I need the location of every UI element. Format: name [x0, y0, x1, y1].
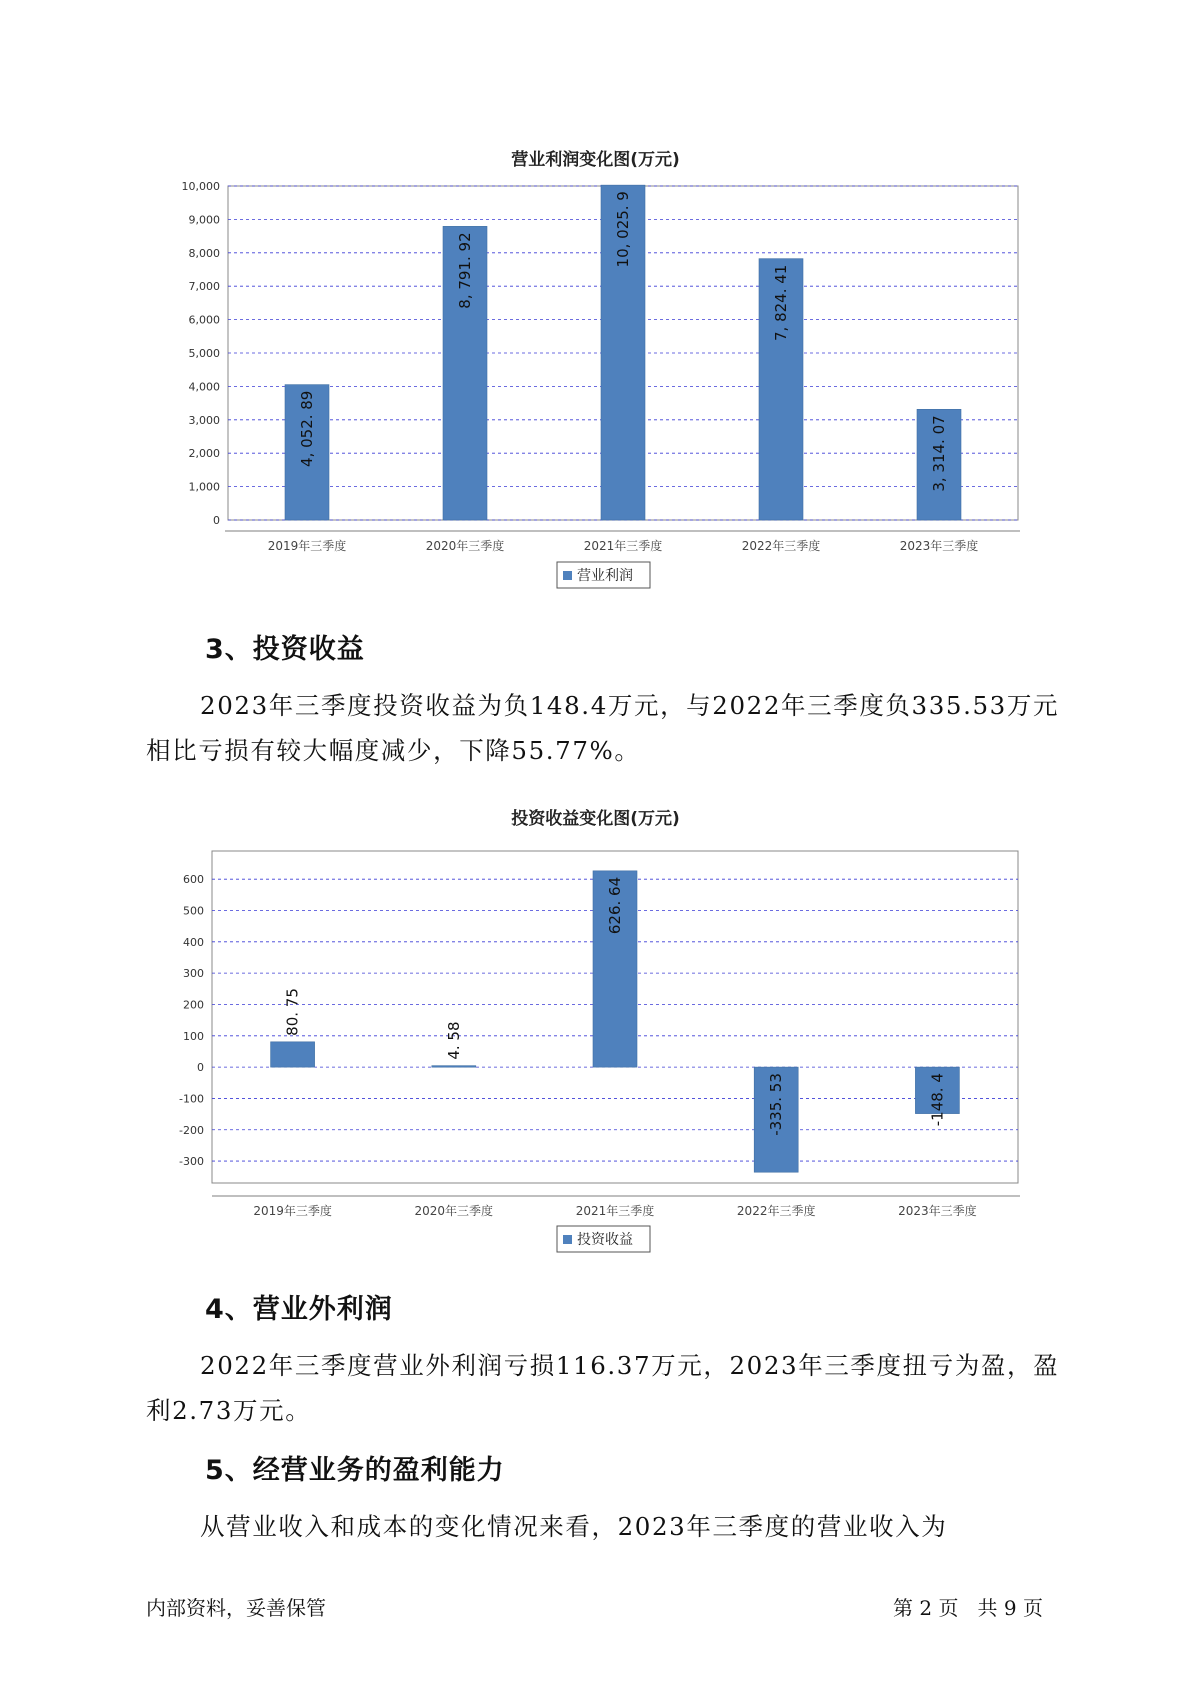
y-tick-label: -200 [179, 1123, 204, 1137]
x-category-label: 2020年三季度 [425, 539, 505, 553]
y-tick-label: 7,000 [188, 280, 220, 294]
section3-paragraph: 2023年三季度投资收益为负148.4万元，与2022年三季度负335.53万元相比亏损有较大幅度减少，下降55.77%。 [146, 691, 1060, 765]
footer-confidential-note: 内部资料，妥善保管 [146, 1596, 326, 1620]
legend-label: 营业利润 [577, 568, 633, 584]
x-category-label: 2019年三季度 [267, 539, 347, 553]
bar-value-label: 626. 64 [606, 876, 624, 935]
bar-value-label: 8, 791. 92 [456, 232, 474, 309]
legend-label: 投资收益 [577, 1232, 633, 1248]
x-category-label: 2019年三季度 [253, 1204, 332, 1218]
bar-value-label: 4. 58 [444, 1021, 463, 1060]
bar-value-label: -148. 4 [928, 1073, 947, 1127]
y-tick-label: 9,000 [188, 213, 220, 227]
y-tick-label: 100 [183, 1029, 204, 1043]
y-tick-label: 2,000 [188, 447, 220, 461]
section5-paragraph: 从营业收入和成本的变化情况来看，2023年三季度的营业收入为 [200, 1512, 948, 1541]
y-tick-label: 0 [197, 1061, 204, 1075]
chart2-title: 投资收益变化图(万元) [511, 809, 680, 829]
bar-value-label: 4, 052. 89 [298, 390, 316, 467]
footer-page-number: 第 2 页 共 9 页 [893, 1596, 1043, 1620]
legend-swatch [563, 571, 572, 580]
y-tick-label: -100 [179, 1092, 204, 1106]
y-tick-label: 300 [183, 967, 204, 981]
legend [557, 562, 650, 588]
x-category-label: 2022年三季度 [741, 539, 821, 553]
investment-income-chart [0, 810, 1191, 1250]
chart1-title: 营业利润变化图(万元) [511, 150, 680, 170]
bar-value-label: 3, 314. 07 [930, 415, 948, 492]
y-tick-label: 8,000 [188, 246, 220, 260]
legend [557, 1226, 650, 1252]
y-tick-label: 6,000 [188, 313, 220, 327]
bar [271, 1042, 315, 1067]
y-tick-label: 3,000 [188, 413, 220, 427]
operating-profit-chart [0, 150, 1191, 590]
bar-value-label: 80. 75 [283, 988, 302, 1036]
y-tick-label: 400 [183, 935, 204, 949]
bar [432, 1066, 476, 1068]
bar-value-label: -335. 53 [767, 1073, 786, 1136]
x-category-label: 2022年三季度 [736, 1204, 816, 1218]
section4-paragraph: 2022年三季度营业外利润亏损116.37万元，2023年三季度扭亏为盈，盈利2.73万元。 [146, 1351, 1060, 1425]
y-tick-label: 200 [183, 998, 204, 1012]
y-tick-label: 1,000 [188, 480, 220, 494]
legend-swatch [563, 1235, 572, 1244]
section3-heading: 3、投资收益 [205, 634, 365, 665]
x-category-label: 2020年三季度 [414, 1204, 494, 1218]
x-category-label: 2023年三季度 [898, 1204, 977, 1218]
y-tick-label: 10,000 [181, 180, 220, 193]
y-tick-label: 600 [183, 873, 204, 887]
bar-value-label: 10, 025. 9 [614, 191, 632, 268]
y-tick-label: 5,000 [188, 347, 220, 360]
x-category-label: 2021年三季度 [583, 539, 663, 553]
bar-value-label: 7, 824. 41 [772, 264, 790, 342]
y-tick-label: 500 [183, 904, 204, 918]
y-tick-label: 4,000 [188, 380, 220, 394]
section4-heading: 4、营业外利润 [205, 1294, 393, 1325]
section5-heading: 5、经营业务的盈利能力 [205, 1455, 505, 1486]
y-tick-label: 0 [213, 514, 220, 527]
x-category-label: 2021年三季度 [575, 1204, 655, 1218]
y-tick-label: -300 [179, 1155, 204, 1169]
x-category-label: 2023年三季度 [899, 539, 979, 553]
